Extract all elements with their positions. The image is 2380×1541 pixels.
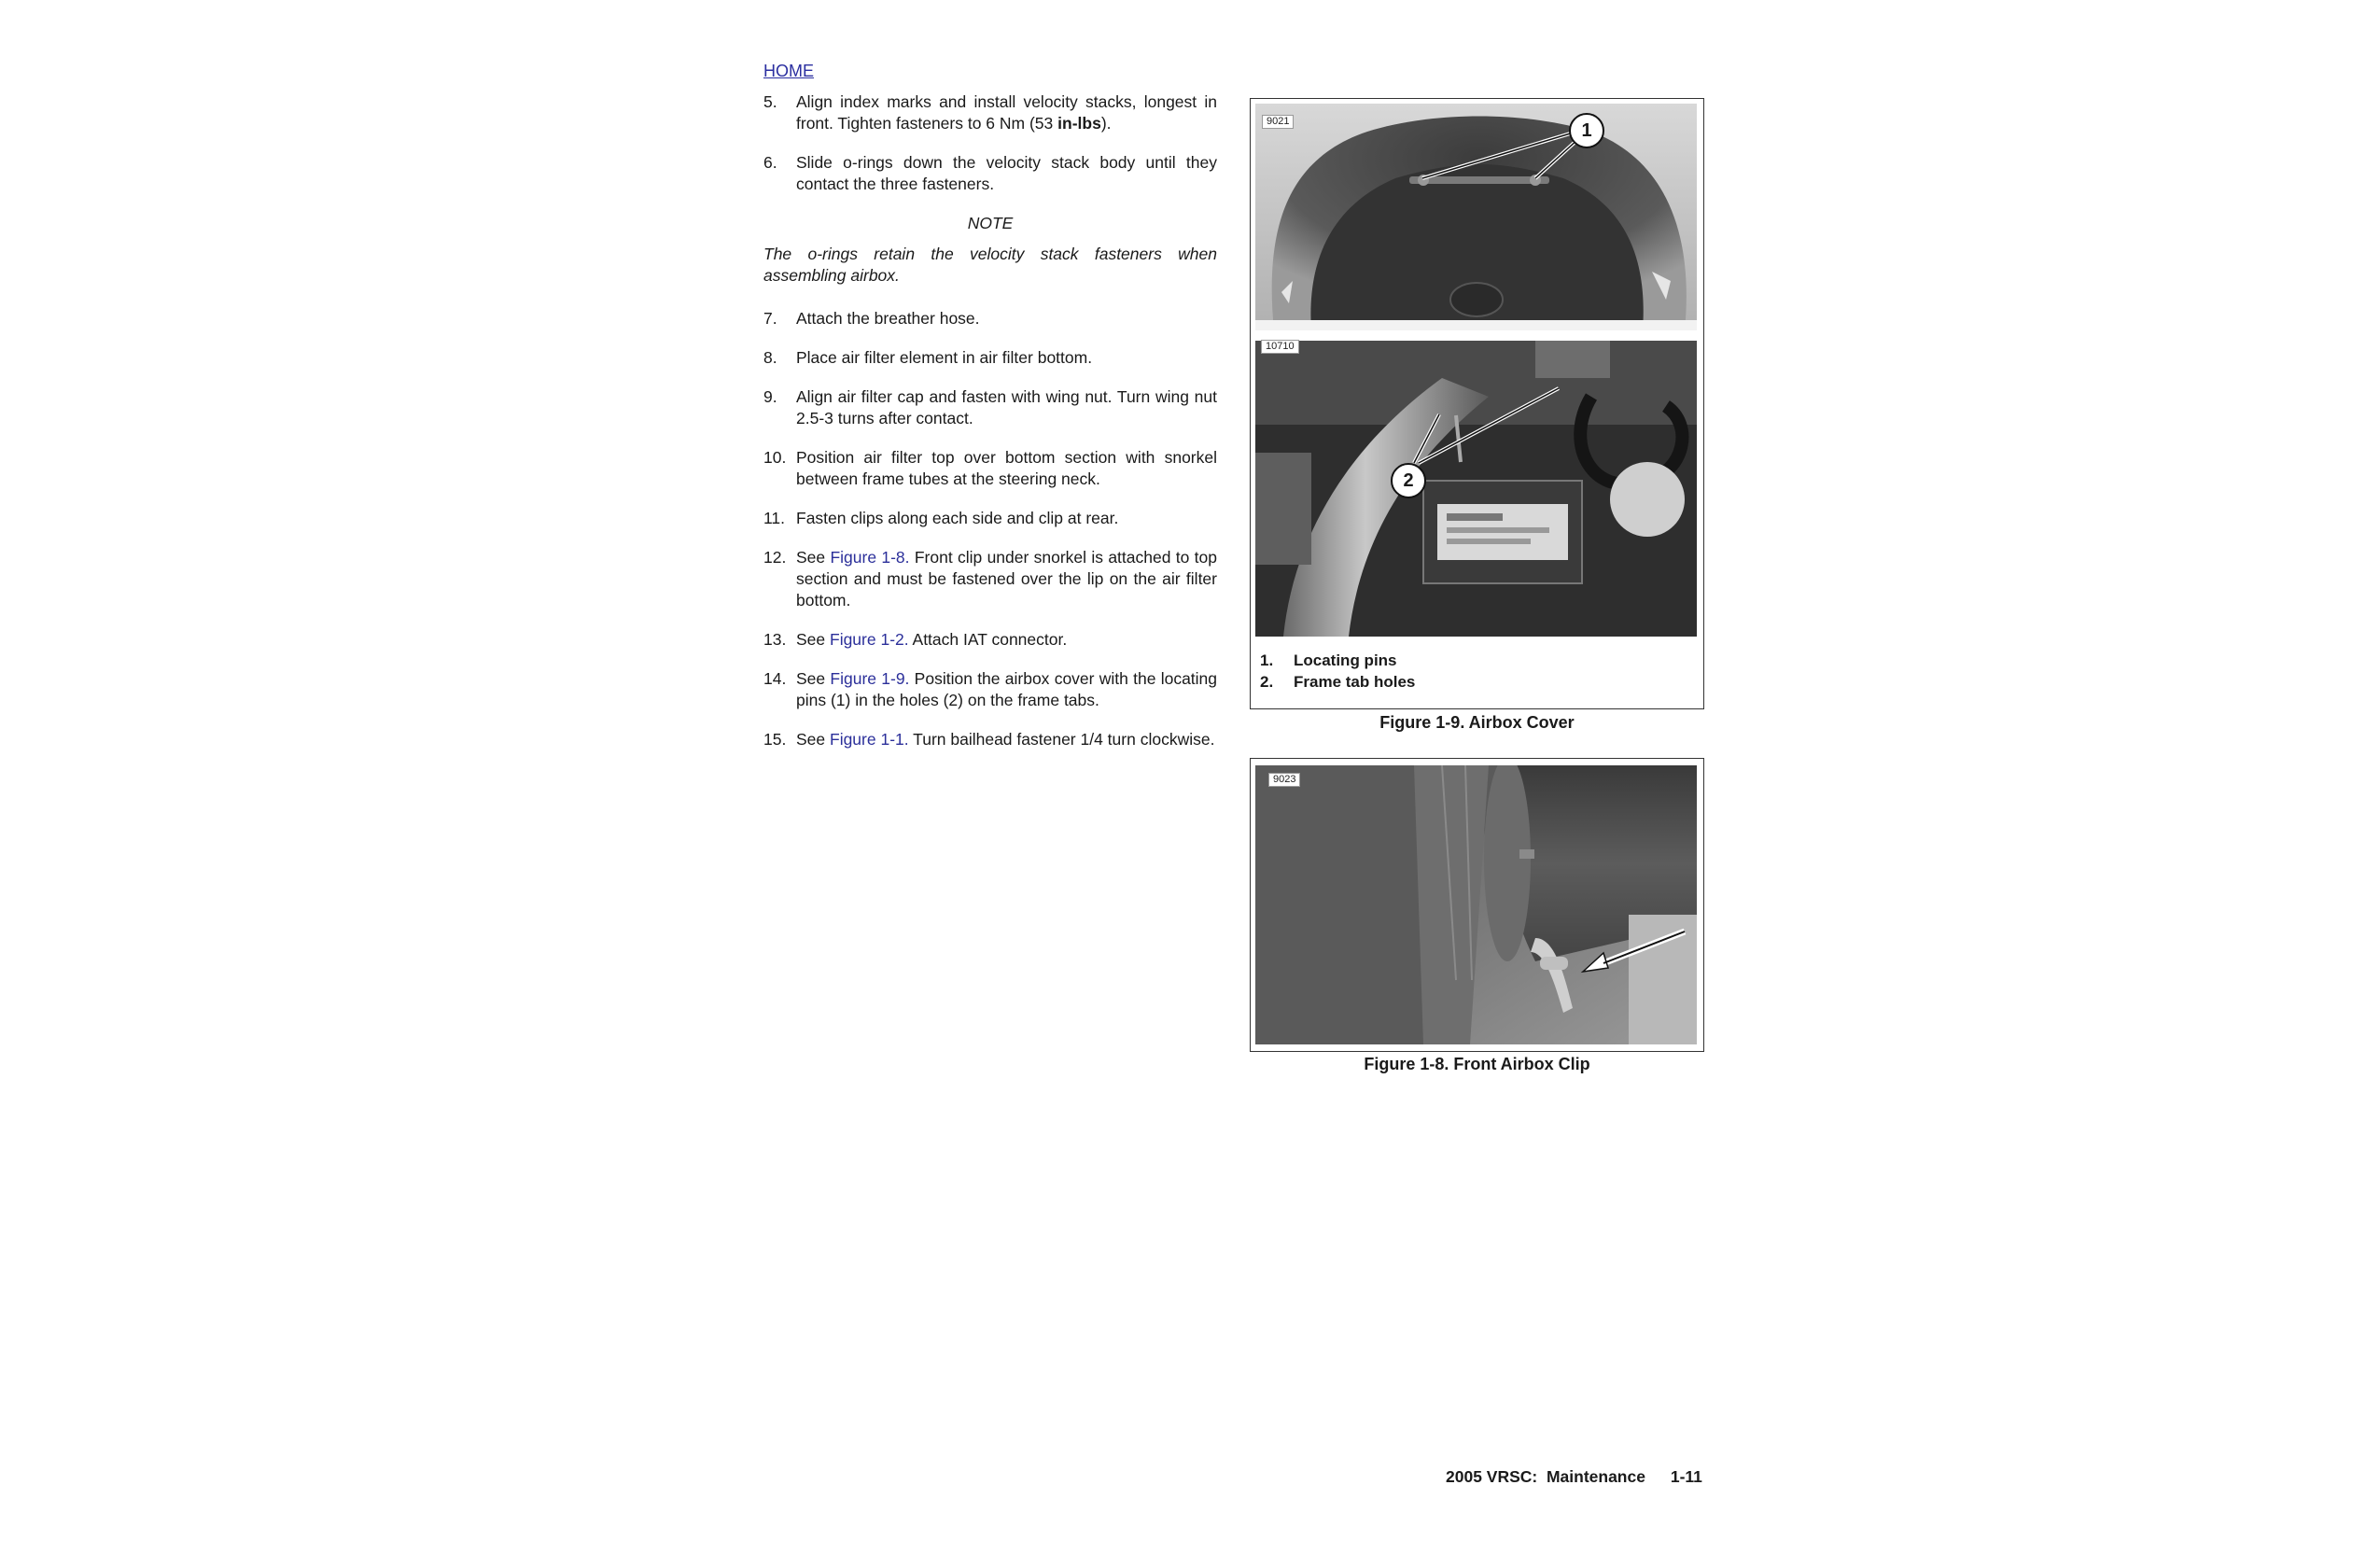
step-text-segment: Align index marks and install velocity stacks, longest in front. Tighten fasteners to 6 Nm (53 bbox=[796, 92, 1217, 133]
figure-1-9-caption: Figure 1-9. Airbox Cover bbox=[1379, 713, 1575, 732]
step-number: 13. bbox=[763, 630, 787, 649]
step-text bbox=[796, 153, 1217, 193]
step-number: 7. bbox=[763, 309, 777, 328]
airbox-clip-illustration bbox=[1255, 765, 1697, 1044]
page-footer bbox=[1446, 1467, 1702, 1487]
steps-group-b bbox=[763, 308, 1217, 750]
figure-1-9-frame bbox=[1250, 98, 1704, 709]
step-item bbox=[763, 447, 1217, 490]
step-text bbox=[796, 548, 1217, 609]
note-title: NOTE bbox=[967, 214, 1014, 232]
figure-legend bbox=[1260, 650, 1415, 693]
unit-text: in-lbs bbox=[1057, 114, 1101, 133]
photo-id-tag-top: 9021 bbox=[1262, 115, 1294, 129]
step-text-segment: Position air filter top over bottom section with snorkel between frame tubes at the steering neck. bbox=[796, 448, 1217, 488]
step-text bbox=[796, 448, 1217, 488]
figure-link[interactable]: Figure 1-8. bbox=[830, 548, 910, 567]
step-text bbox=[796, 387, 1217, 427]
figure-1-8-caption: Figure 1-8. Front Airbox Clip bbox=[1364, 1055, 1590, 1073]
photo-id-tag: 9023 bbox=[1268, 773, 1300, 787]
step-text-segment: See bbox=[796, 669, 831, 688]
step-item bbox=[763, 152, 1217, 195]
step-number: 6. bbox=[763, 153, 777, 172]
frame-tabs-illustration bbox=[1255, 341, 1697, 637]
airbox-cover-photo-bottom bbox=[1255, 341, 1697, 637]
step-item bbox=[763, 668, 1217, 711]
figure-link[interactable]: Figure 1-1. bbox=[830, 730, 909, 749]
home-link[interactable]: HOME bbox=[763, 62, 814, 80]
step-text bbox=[796, 348, 1092, 367]
step-number: 5. bbox=[763, 92, 777, 111]
note-text: The o-rings retain the velocity stack fasteners when assembling airbox. bbox=[763, 245, 1217, 285]
callout-1: 1 bbox=[1569, 113, 1604, 148]
step-text-segment: Front clip under snorkel is attached to top section and must be fastened over the lip on the air filter bottom. bbox=[796, 548, 1218, 609]
step-text-segment: Fasten clips along each side and clip at rear. bbox=[796, 509, 1119, 527]
step-text-segment: See bbox=[796, 630, 830, 649]
step-number: 11. bbox=[763, 509, 786, 527]
step-text-segment: See bbox=[796, 730, 830, 749]
step-text bbox=[796, 309, 980, 328]
step-text-segment: ). bbox=[1100, 114, 1112, 133]
step-number: 9. bbox=[763, 387, 777, 406]
airbox-cover-photo-top bbox=[1255, 104, 1697, 330]
step-number: 10. bbox=[763, 448, 787, 467]
figure-link[interactable]: Figure 1-9. bbox=[830, 669, 910, 688]
step-text-segment: Align air filter cap and fasten with wing nut. Turn wing nut 2.5-3 turns after contact. bbox=[796, 387, 1217, 427]
airbox-cover-illustration bbox=[1255, 104, 1697, 330]
step-number: 15. bbox=[763, 730, 787, 749]
step-text-segment: See bbox=[796, 548, 831, 567]
step-number: 8. bbox=[763, 348, 777, 367]
step-text-segment: Turn bailhead fastener 1/4 turn clockwise. bbox=[908, 730, 1215, 749]
step-text bbox=[796, 669, 1217, 709]
steps-group-a bbox=[763, 91, 1217, 195]
step-item bbox=[763, 347, 1217, 369]
photo-id-tag-bottom: 10710 bbox=[1261, 340, 1299, 354]
legend-item-2: 2. Frame tab holes bbox=[1260, 673, 1416, 691]
step-text-segment: Position the airbox cover with the locating pins (1) in the holes (2) on the frame tabs. bbox=[796, 669, 1218, 709]
step-item bbox=[763, 308, 1217, 329]
step-text-segment: Attach IAT connector. bbox=[908, 630, 1068, 649]
front-airbox-clip-photo bbox=[1255, 765, 1697, 1044]
step-text-segment: Slide o-rings down the velocity stack body until they contact the three fasteners. bbox=[796, 153, 1217, 193]
legend-item-1: 1. Locating pins bbox=[1260, 651, 1397, 669]
step-item bbox=[763, 729, 1217, 750]
step-text bbox=[796, 730, 1214, 749]
step-number: 14. bbox=[763, 669, 787, 688]
step-text-segment: Attach the breather hose. bbox=[796, 309, 980, 328]
footer-page-number: 1-11 bbox=[1670, 1467, 1702, 1486]
step-text bbox=[796, 630, 1067, 649]
figure-link[interactable]: Figure 1-2. bbox=[830, 630, 909, 649]
figure-1-8-frame bbox=[1250, 758, 1704, 1052]
callout-2: 2 bbox=[1391, 463, 1426, 498]
step-text bbox=[796, 92, 1217, 133]
step-text-segment: Place air filter element in air filter bottom. bbox=[796, 348, 1093, 367]
step-item bbox=[763, 386, 1217, 429]
step-item bbox=[763, 91, 1217, 134]
procedure-steps bbox=[763, 91, 1217, 768]
step-item bbox=[763, 508, 1217, 529]
step-item bbox=[763, 629, 1217, 651]
footer-section: 2005 VRSC: Maintenance bbox=[1446, 1467, 1645, 1486]
step-number: 12. bbox=[763, 548, 787, 567]
step-text bbox=[796, 509, 1118, 527]
step-item bbox=[763, 547, 1217, 611]
